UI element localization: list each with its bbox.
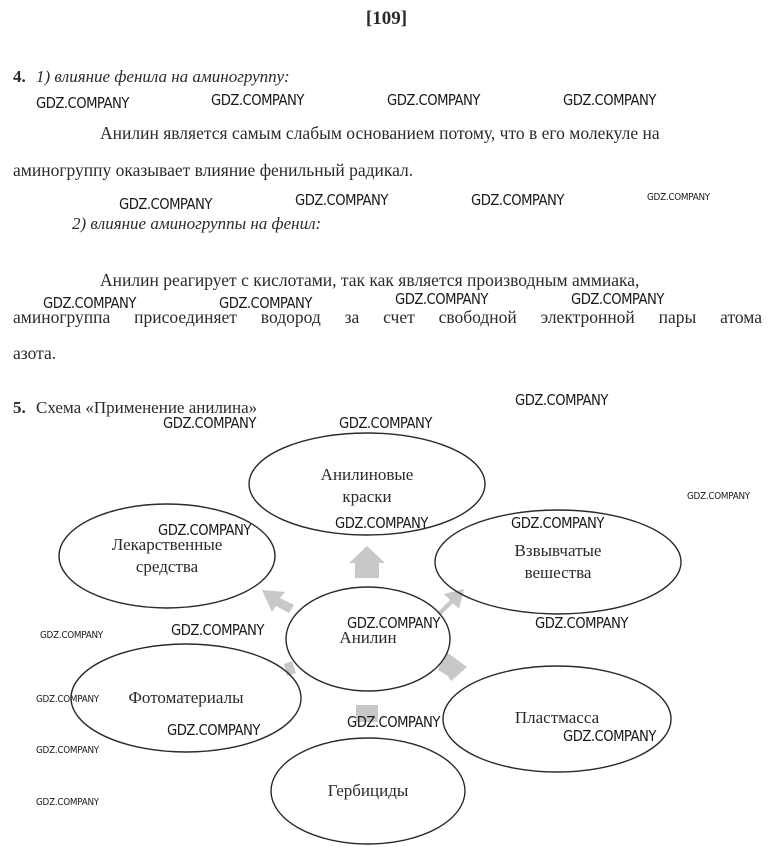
watermark: GDZ.COMPANY: [36, 797, 99, 808]
watermark: GDZ.COMPANY: [40, 630, 103, 641]
watermark: GDZ.COMPANY: [347, 614, 440, 632]
watermark: GDZ.COMPANY: [36, 94, 129, 112]
watermark: GDZ.COMPANY: [167, 721, 260, 739]
watermark: GDZ.COMPANY: [295, 191, 388, 209]
watermark: GDZ.COMPANY: [339, 414, 432, 432]
q4-part2-line2: аминогруппа присоединяет водород за счет свободной электронной пары атома: [13, 307, 762, 327]
q4-part1-title: 1) влияние фенила на аминогруппу:: [36, 67, 290, 86]
q4-part2-line1: Анилин реагирует с кислотами, так как является производным аммиака,: [100, 270, 640, 290]
watermark: GDZ.COMPANY: [119, 195, 212, 213]
arrow-to-photo: [284, 661, 296, 676]
q5-title: Схема «Применение анилина»: [36, 398, 258, 417]
watermark: GDZ.COMPANY: [387, 91, 480, 109]
watermark: GDZ.COMPANY: [347, 713, 440, 731]
node-label-explosives: Взвывчатые вешества: [514, 541, 602, 582]
node-label-plastic: Пластмасса: [514, 708, 600, 727]
q4-part1-line2: аминогруппу оказывает влияние фенильный радикал.: [13, 160, 414, 180]
node-label-drugs: Лекарственные средства: [111, 535, 223, 576]
watermark: GDZ.COMPANY: [511, 514, 604, 532]
watermark: GDZ.COMPANY: [171, 621, 264, 639]
watermark: GDZ.COMPANY: [163, 414, 256, 432]
watermark: GDZ.COMPANY: [211, 91, 304, 109]
q4-part2-line3: азота.: [13, 343, 57, 363]
q4-number: 4.: [13, 67, 26, 86]
watermark: GDZ.COMPANY: [36, 694, 99, 705]
q4-part1-line1: Анилин является самым слабым основанием потому, что в его молекуле на: [100, 123, 660, 143]
watermark: GDZ.COMPANY: [563, 727, 656, 745]
watermark: GDZ.COMPANY: [395, 290, 488, 308]
q5-number: 5.: [13, 398, 26, 417]
watermark: GDZ.COMPANY: [687, 491, 750, 502]
watermark: GDZ.COMPANY: [563, 91, 656, 109]
watermark: GDZ.COMPANY: [515, 391, 608, 409]
watermark: GDZ.COMPANY: [36, 745, 99, 756]
node-label-center: Анилин: [339, 628, 397, 647]
watermark: GDZ.COMPANY: [158, 521, 251, 539]
watermark: GDZ.COMPANY: [43, 294, 136, 312]
q4-part2-title: 2) влияние аминогруппы на фенил:: [72, 214, 322, 233]
node-label-dyes: Анилиновые краски: [320, 465, 414, 506]
arrow-to-drugs: [262, 590, 294, 613]
watermark: GDZ.COMPANY: [647, 192, 710, 203]
node-label-photo: Фотоматериалы: [128, 688, 244, 707]
arrow-to-dyes: [349, 546, 385, 578]
watermark: GDZ.COMPANY: [471, 191, 564, 209]
watermark: GDZ.COMPANY: [571, 290, 664, 308]
page-number: [109]: [365, 8, 408, 29]
watermark: GDZ.COMPANY: [219, 294, 312, 312]
node-label-herbicides: Гербициды: [327, 781, 409, 800]
watermark: GDZ.COMPANY: [535, 614, 628, 632]
watermark: GDZ.COMPANY: [335, 514, 428, 532]
